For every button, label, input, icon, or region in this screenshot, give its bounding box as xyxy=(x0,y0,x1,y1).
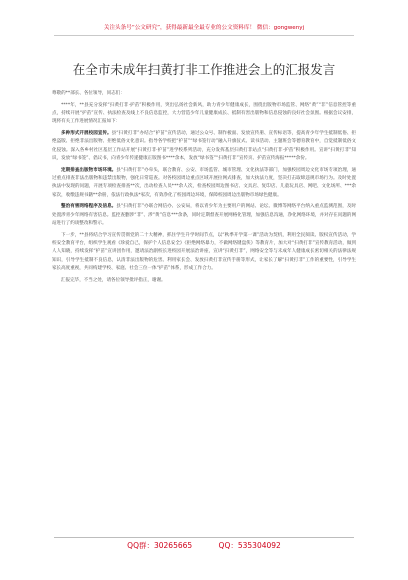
paragraph-lead: 定期排查出版物市场环境。 xyxy=(61,167,117,173)
closing-remark: 汇报完毕，不当之处，请各位领导批评指正，谢谢。 xyxy=(61,277,166,283)
footer-contacts xyxy=(54,540,354,552)
paragraph-lead: 多种形式开展校园宣传。 xyxy=(61,130,112,136)
footer-divider xyxy=(54,537,354,538)
qq-group-number: QQ群：30265665 xyxy=(127,541,193,550)
paragraph-text: 县“扫黄打非”办牵头，联合教育、公安、市场监管、城市管理、文化执法等部门，加强校园周边文化市场专项治理，通过重点排查非法出版物和违禁出版物，强化日常巡查。对各校园周边重点区域开展拉网式排查，加大执法力度，坚决打击取缔违规市场行为。及时处置执法中发现的问题，开展专项检查排查**次，出动检查人员***余人次，检查校园周边图书店、文具店、复印店、儿童玩具店、网吧、文化场所、***余家次，收缴违规书籍**余册，依法行政执法*家次，有效净化了校园周边环境，保障校园周边出版物市场绿色健康。 xyxy=(52,167,356,198)
paragraph-text: 县“扫黄打非”办联合网信办、公安局，将以青少年为主要用户的网站、论坛、微博等网络平台纳入重点监测范围，及时处置涉青少年网络有害信息。监控查删涉“非”、涉“黄”信息***余条，同时定期督查开展网格化管理，加强信息沟通，净化网络环境，并对存在问题的网站进行了约谈整改和警示。 xyxy=(52,204,356,226)
paragraph-lead: 整治有害网络程序及信息。 xyxy=(61,204,117,210)
document-title: 在全市未成年扫黄打非工作推进会上的汇报发言 xyxy=(72,62,336,77)
paragraph-campus-publicity xyxy=(52,130,356,163)
document-body xyxy=(52,90,356,288)
header-banner: 关注头条号“公文研究”，获得最新最全最专业的公文资料库！ 微信：gongwenyj xyxy=(54,21,354,36)
qq-number: QQ：535304092 xyxy=(218,541,281,550)
paragraph-next-steps: 下一步，**县将结合学习宣传贯彻党的二十大精神，抓住学生升学时间节点，以“秋季开学第一课”活动为契机，利用全民阅读、版权宣传活动，学校安全教育平台，组织学生观看《珍爱自己，保护个人信息安全》《拒绝网络暴力，不做网络键盘侠》等教育片，加大对“扫黄打非”宣传教育活动，做到人人知晓，持续发挥“护苗”宣讲团作用，邀请法治副校长进校园开展法治讲座，宣讲“扫黄打非”，网络安全等与未成年人健康成长密切相关的法律法规知识，引导学生抵制不良信息，认清非法出版物的危害。利用家长会、发放扫黄打非宣传手册等形式，让家长了解“扫黄打非”工作的重要性，引导学生家长高度重视，共同构建学校、家庭、社会三位一体“护苗”体系，形成工作合力。 xyxy=(52,232,356,272)
paragraph-market-inspection xyxy=(52,167,356,200)
paragraph-network-governance xyxy=(52,203,356,228)
paragraph-text: 县“扫黄打非”办结合“护苗”宣传活动，通过公众号、制作板面、发放宣传册、宣传标语等，提高青少年学生抵制低俗、拒绝盗版、拒绝非法出版物、拒绝低俗文化意识。指导各学校把“护苗”“绿书签行动”融入升旗仪式、读书活动、主题班会等德育教育中，自觉抵制低俗文化侵蚀。深入各乡村社区基层工作站开展“扫黄打非·护苗”进学校系列活动，充分发挥基层扫黄打非站点“扫黄打非·护苗”积极作用。宣讲“扫黄打非”知识，发放“绿书签”、倡议书，向青少年传递健康正版图书****余本，发放“绿书签”“扫黄打非”宣传页、护苗宣传海报*****余份。 xyxy=(52,130,356,161)
paragraph-intro: ****年，**县充分发挥“扫黄打非·护苗”积极作用，突出弘扬社会新风，助力青少年健康成长，围绕出版物市场监管、网络“黄”“非”信息管控等重点，持续开展“护苗”宣传、执法检查及线上不良信息监控，大力营造少年儿童健康成长、抵制有害出版物和信息侵蚀的良好社会氛围。根据会议安排，现将有关工作进展情况汇报如下： xyxy=(52,102,356,125)
salutation: 尊敬的**部长、各位领导，同志们： xyxy=(52,91,125,96)
